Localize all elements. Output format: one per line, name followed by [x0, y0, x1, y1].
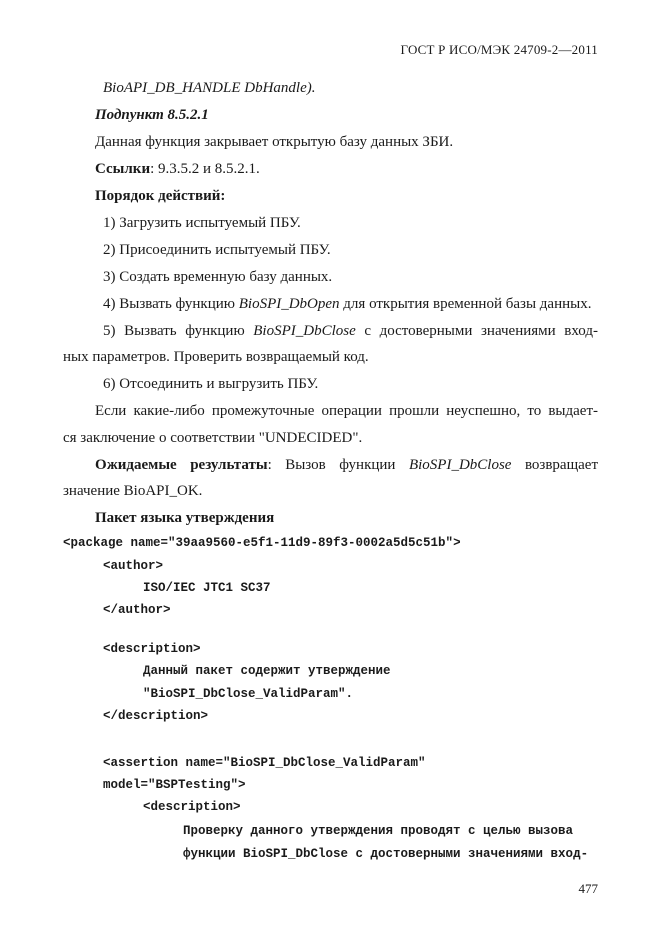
code-line-author-open: <author> — [103, 559, 164, 573]
code-line-assertion-description-open: <description> — [143, 800, 241, 814]
code-line-description-name: "BioSPI_DbClose_ValidParam". — [143, 687, 354, 701]
step-5-function: BioSPI_DbClose — [253, 323, 356, 339]
code-line-assertion-open: <assertion name="BioSPI_DbClose_ValidParam" — [103, 756, 426, 770]
references-value: : 9.3.5.2 и 8.5.2.1. — [150, 161, 260, 177]
step-5-text: 5) Вызвать функцию — [103, 323, 254, 339]
expected-results-text-end: возвращает — [511, 457, 599, 473]
expected-results-continued: значение BioAPI_OK. — [63, 483, 203, 499]
intro-paragraph: Данная функция закрывает открытую базу данных ЗБИ. — [95, 134, 454, 150]
references-line — [95, 160, 260, 178]
code-line-assertion-description-text-2: функции BioSPI_DbClose с достоверными значениями вход- — [183, 847, 589, 861]
subclause-heading: Подпункт 8.5.2.1 — [95, 107, 209, 123]
page-number: 477 — [578, 881, 598, 896]
failure-paragraph: Если какие-либо промежуточные операции прошли неуспешно, то выдает- — [95, 403, 598, 419]
procedure-step-6: 6) Отсоединить и выгрузить ПБУ. — [103, 376, 319, 392]
expected-results-text: : Вызов функции — [267, 457, 409, 473]
step-4-function: BioSPI_DbOpen — [238, 296, 340, 312]
code-line-description-close: </description> — [103, 709, 209, 723]
code-line-description-open: <description> — [103, 642, 201, 656]
procedure-step-5 — [103, 322, 598, 340]
step-4-text: 4) Вызвать функцию — [103, 296, 239, 312]
procedure-heading: Порядок действий: — [95, 188, 226, 204]
running-header: ГОСТ Р ИСО/МЭК 24709-2—2011 — [400, 42, 598, 57]
step-5-text-end: с достоверными значениями вход- — [355, 323, 598, 339]
procedure-step-5-continued: ных параметров. Проверить возвращаемый код. — [63, 349, 369, 365]
code-line-author-value: ISO/IEC JTC1 SC37 — [143, 581, 271, 595]
failure-paragraph-continued: ся заключение о соответствии "UNDECIDED". — [63, 430, 363, 446]
code-line-package: <package name="39aa9560-e5f1-11d9-89f3-0002a5d5c51b"> — [63, 536, 461, 550]
procedure-step-1: 1) Загрузить испытуемый ПБУ. — [103, 215, 301, 231]
code-line-assertion-model: model="BSPTesting"> — [103, 778, 246, 792]
code-line-description-text: Данный пакет содержит утверждение — [143, 664, 391, 678]
expected-results-label: Ожидаемые результаты — [95, 457, 268, 473]
expected-results-function: BioSPI_DbClose — [408, 457, 512, 473]
procedure-step-2: 2) Присоединить испытуемый ПБУ. — [103, 242, 331, 258]
references-label: Ссылки — [95, 161, 151, 177]
code-line-assertion-description-text-1: Проверку данного утверждения проводят с целью вызова — [183, 824, 574, 838]
code-line-author-close: </author> — [103, 603, 171, 617]
procedure-step-3: 3) Создать временную базу данных. — [103, 269, 333, 285]
expected-results-line — [95, 456, 598, 474]
package-heading: Пакет языка утверждения — [95, 510, 275, 526]
continuation-line: BioAPI_DB_HANDLE DbHandle). — [103, 80, 316, 96]
procedure-step-4 — [103, 295, 591, 313]
step-4-text-end: для открытия временной базы данных. — [339, 296, 592, 312]
